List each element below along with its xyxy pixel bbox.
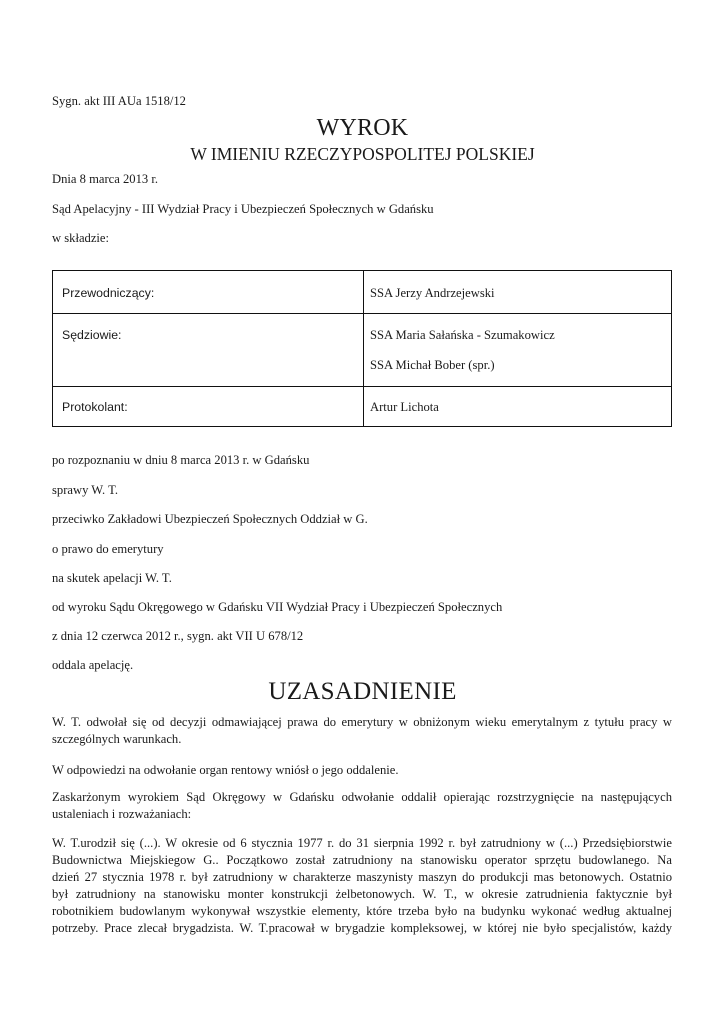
justification-paragraph [52,714,672,748]
judge-name: SSA Maria Sałańska - Szumakowicz [370,328,555,342]
paragraph-line: robotnikiem budowlanym wykonywał wszystkie elementy, które trzeba było na budynku wykonać według aktualnej [52,904,672,918]
judgment-date: Dnia 8 marca 2013 r. [52,172,158,186]
justification-paragraph [52,789,672,823]
paragraph-line: dzień 27 stycznia 1978 r. był zatrudniony w charakterze maszynisty maszyn do produkcji mas betonowych. Ostatnio [52,870,672,884]
justification-heading: UZASADNIENIE [268,678,457,705]
presiding-judge-name: SSA Jerzy Andrzejewski [370,286,495,300]
composition-intro: w składzie: [52,231,110,245]
table-divider [363,271,364,426]
paragraph-line: był zatrudniony na stanowisku monter konstrukcji żelbetonowych. W. T., w okresie zatrudnienia faktycznie był [52,887,672,901]
ruling-line: z dnia 12 czerwca 2012 r., sygn. akt VII U 678/12 [52,629,304,643]
clerk-label: Protokolant: [62,400,128,414]
document-title: WYROK [316,115,409,141]
paragraph-line: Zaskarżonym wyrokiem Sąd Okręgowy w Gdańsku odwołanie oddalił opierając rozstrzygnięcie na następujących [52,790,672,804]
paragraph-line: ustaleniach i rozważaniach: [52,807,192,821]
justification-paragraph [52,835,672,937]
paragraph-line: Budownictwa Miejskiegow G.. Początkowo został zatrudniony na stanowisku operator sprzętu budowlanego. Na [52,853,672,867]
paragraph-line: szczególnych warunkach. [52,732,182,746]
paragraph-line: W. T.urodził się (...). W okresie od 6 stycznia 1977 r. do 31 sierpnia 1992 r. był zatrudniony w (...) Przedsiębiorstwie [52,836,672,850]
judges-label: Sędziowie: [62,328,122,342]
judge-name: SSA Michał Bober (spr.) [370,358,495,372]
case-signature: Sygn. akt III AUa 1518/12 [52,94,186,108]
paragraph-line: W. T. odwołał się od decyzji odmawiającej prawa do emerytury w obniżonym wieku emerytalnym z tytułu pracy w [52,715,672,729]
ruling-line: po rozpoznaniu w dniu 8 marca 2013 r. w Gdańsku [52,453,310,467]
ruling-line: sprawy W. T. [52,483,118,497]
court-name: Sąd Apelacyjny - III Wydział Pracy i Ubezpieczeń Społecznych w Gdańsku [52,202,434,216]
table-divider [53,313,671,314]
paragraph-line: potrzeby. Prace zlecał brygadzista. W. T.pracował w brygadzie kompleksowej, w której nie było specjalistów, każdy [52,921,672,935]
document-subtitle: W IMIENIU RZECZYPOSPOLITEJ POLSKIEJ [190,144,535,164]
ruling-line: przeciwko Zakładowi Ubezpieczeń Społecznych Oddział w G. [52,512,368,526]
justification-paragraph: W odpowiedzi na odwołanie organ rentowy wniósł o jego oddalenie. [52,763,399,777]
presiding-judge-label: Przewodniczący: [62,286,155,300]
ruling-line: od wyroku Sądu Okręgowego w Gdańsku VII Wydział Pracy i Ubezpieczeń Społecznych [52,600,503,614]
clerk-name: Artur Lichota [370,400,439,414]
ruling-verdict: oddala apelację. [52,658,134,672]
ruling-line: o prawo do emerytury [52,542,164,556]
court-composition-table [52,270,672,427]
ruling-line: na skutek apelacji W. T. [52,571,172,585]
table-divider [53,386,671,387]
